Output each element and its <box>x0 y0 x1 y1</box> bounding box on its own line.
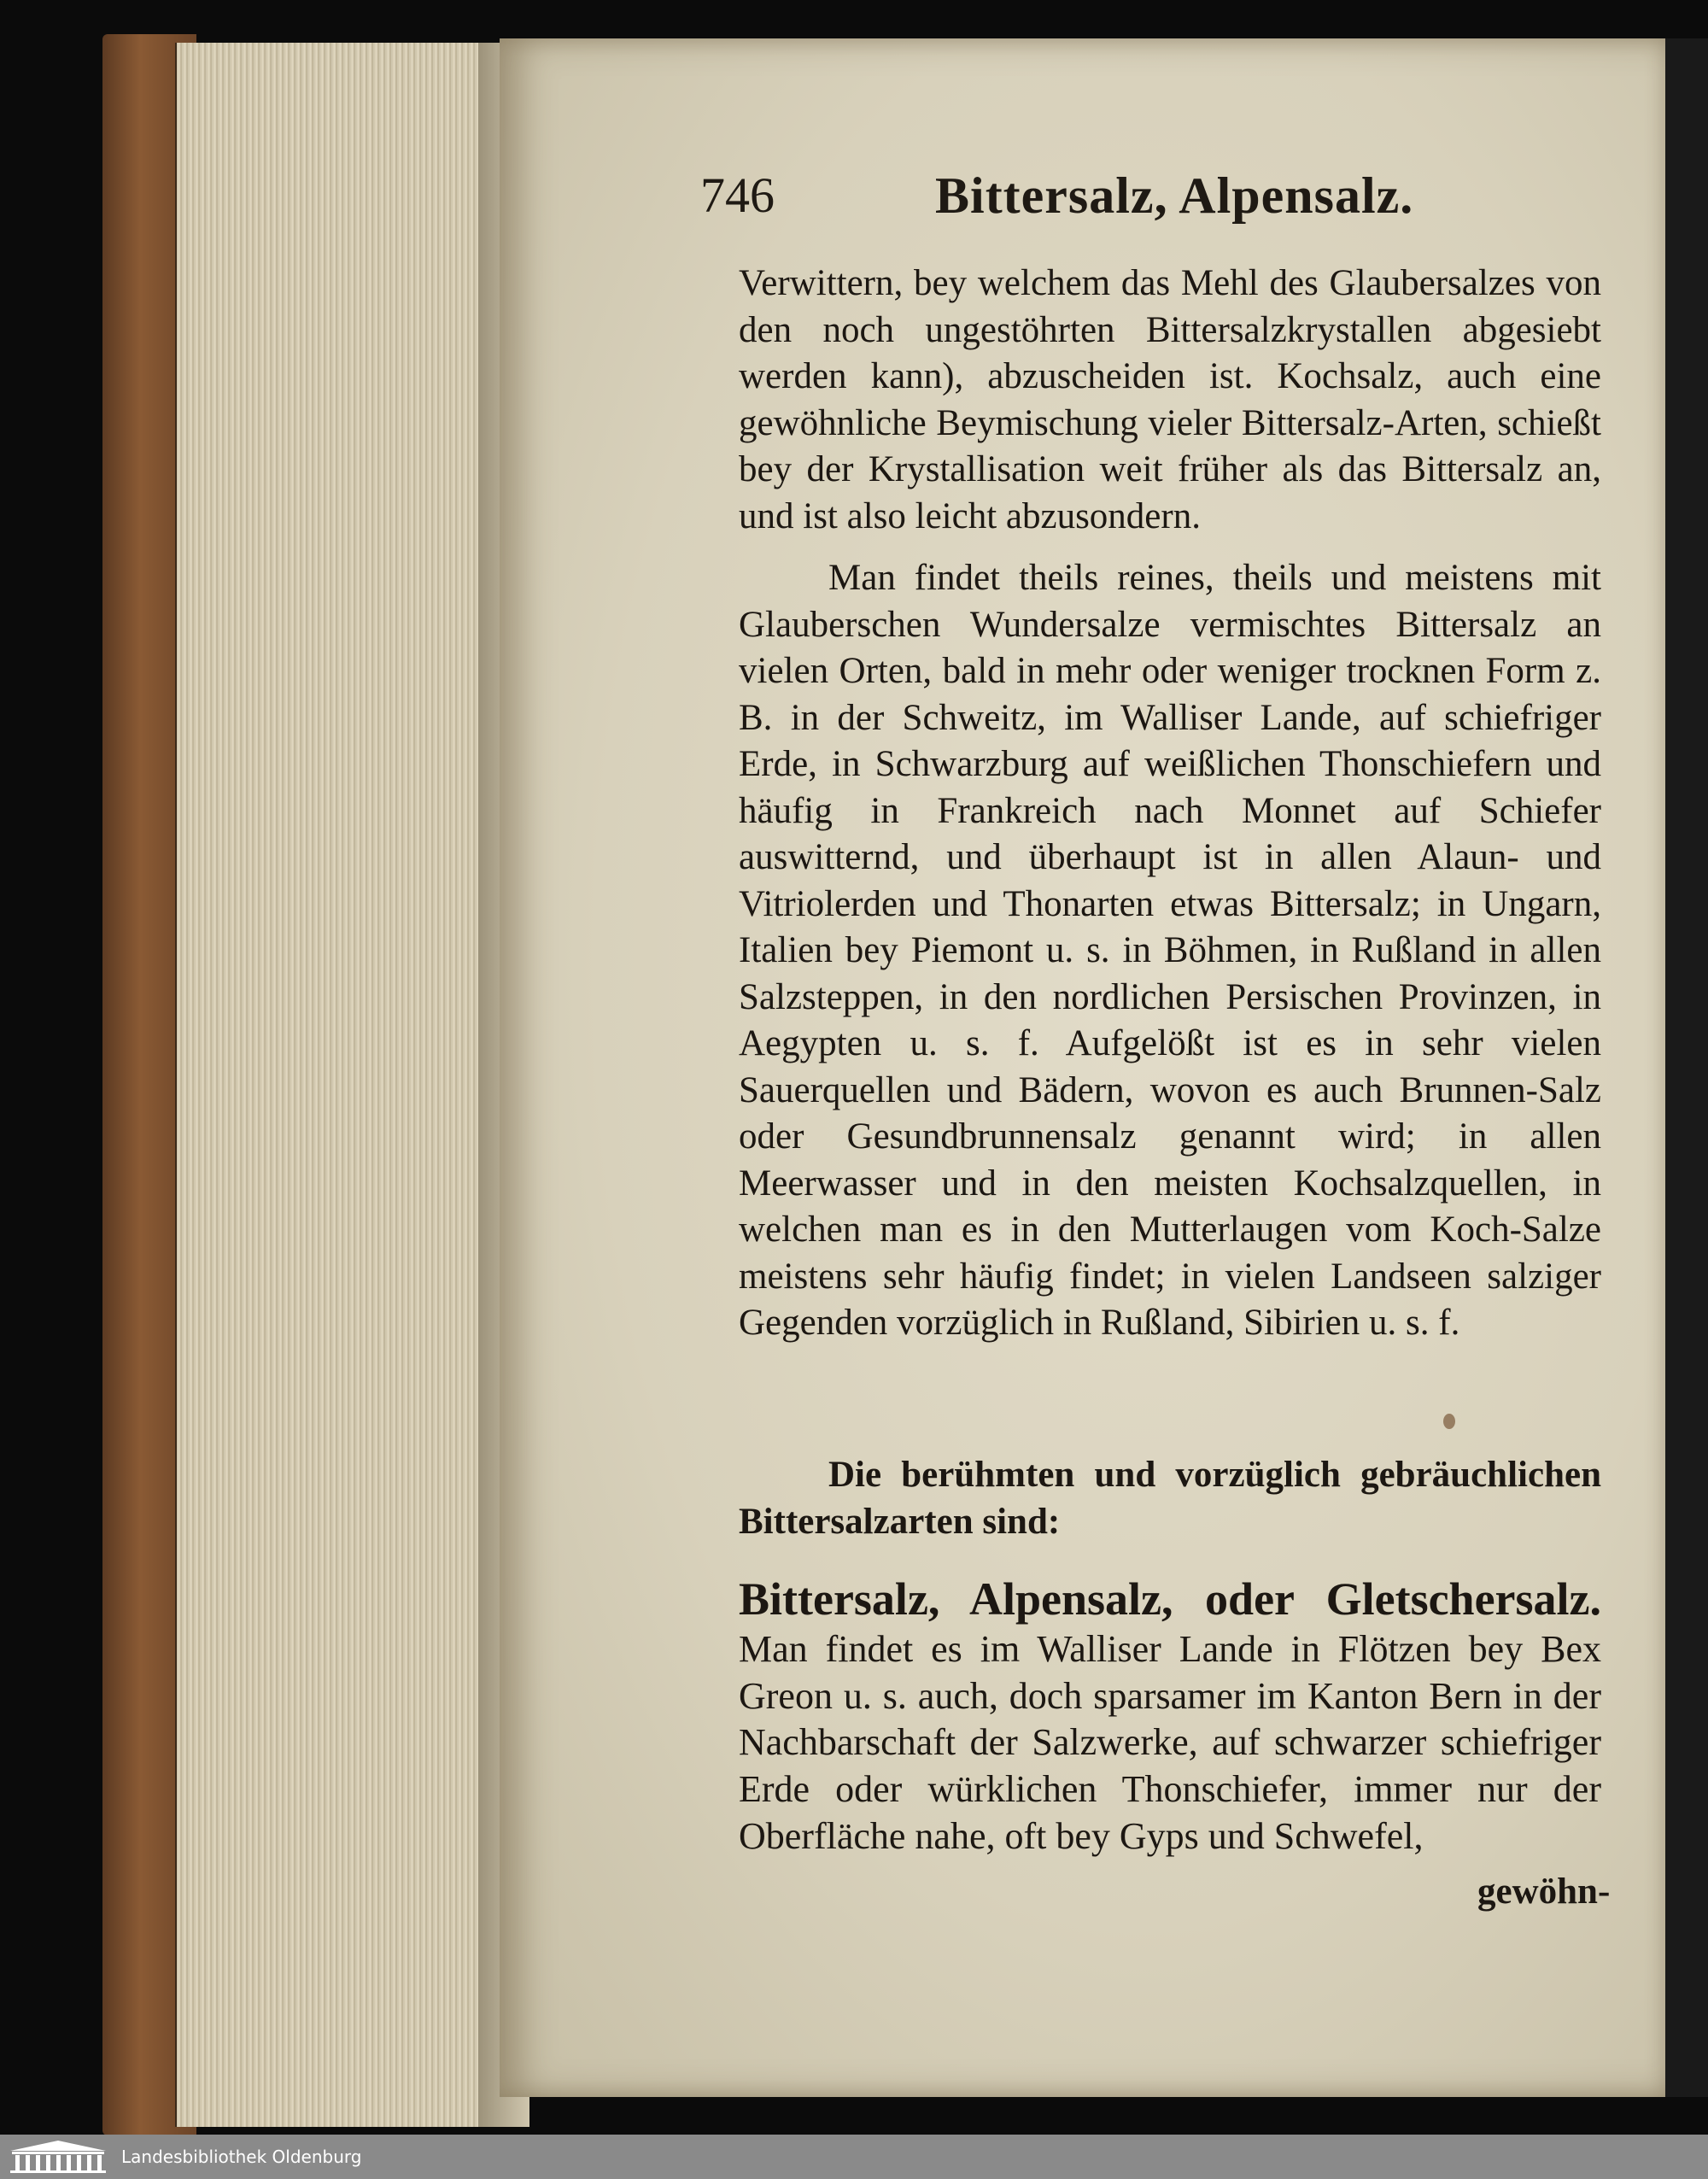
paragraph-1: Verwittern, bey welchem das Mehl des Glaubersalzes von den noch ungestöhrten Bittersalzkrystallen abgesiebt werden kann), abzuscheiden ist. Kochsalz, auch eine gewöhnliche Beymischung vieler Bittersalz-Arten, schießt bey der Krystallisation weit früher als das Bittersalz an, und ist also leicht abzusondern. <box>739 263 1601 536</box>
paragraph-2: Man findet theils reines, theils und meistens mit Glauberschen Wundersalze vermischtes Bittersalz an vielen Orten, bald in mehr oder weniger trocknen Form z. B. in der Schweitz, im Walliser Lande, auf schiefriger Erde, in Schwarzburg auf weißlichen Thonschiefern und häufig in Frankreich nach Monnet auf Schiefer auswitternd, und überhaupt ist in allen Alaun- und Vitriolerden und Thonarten etwas Bittersalz; in Ungarn, Italien bey Piemont u. s. in Böhmen, in Rußland in allen Salzsteppen, in den nordlichen Persischen Provinzen, in Aegypten u. s. f. Aufgelößt ist es in sehr vielen Sauerquellen und Bädern, wovon es auch Brunnen-Salz oder Gesundbrunnensalz genannt wird; in allen Meerwasser und in den meisten Kochsalzquellen, in welchen man es in den Mutterlaugen vom Koch-Salze meistens sehr häufig findet; in vielen Landseen salziger Gegenden vorzüglich in Rußland, Sibirien u. s. f. <box>739 558 1601 1343</box>
page-number: 746 <box>700 167 775 223</box>
paper-stain <box>1443 1414 1455 1429</box>
paragraph-3: Die berühmten und vorzüglich gebräuchlichen Bittersalzarten sind: <box>739 1455 1601 1542</box>
catchword: gewöhn- <box>1477 1871 1611 1912</box>
library-building-icon <box>7 2139 109 2175</box>
entry-lead: Bittersalz, Alpensalz, oder Gletschersalz. <box>739 1573 1601 1625</box>
running-head: Bittersalz, Alpensalz. <box>935 167 1414 224</box>
entry-body: Man findet es im Walliser Lande in Flötzen bey Bex Greon u. s. auch, doch sparsamer im Kanton Bern in der Nachbarschaft der Salzwerke, auf schwarzer schiefriger Erde oder würklichen Thonschiefer, immer nur der Oberfläche nahe, oft bey Gyps und Schwefel, <box>739 1627 1601 1857</box>
library-name[interactable]: Landesbibliothek Oldenburg <box>121 2147 362 2167</box>
page-right-shadow <box>1665 38 1708 2097</box>
page-header <box>700 167 1597 243</box>
footer-bar <box>0 2135 1708 2179</box>
paragraph-4 <box>739 1573 1601 1860</box>
page-stack-fore-edge <box>175 43 506 2127</box>
